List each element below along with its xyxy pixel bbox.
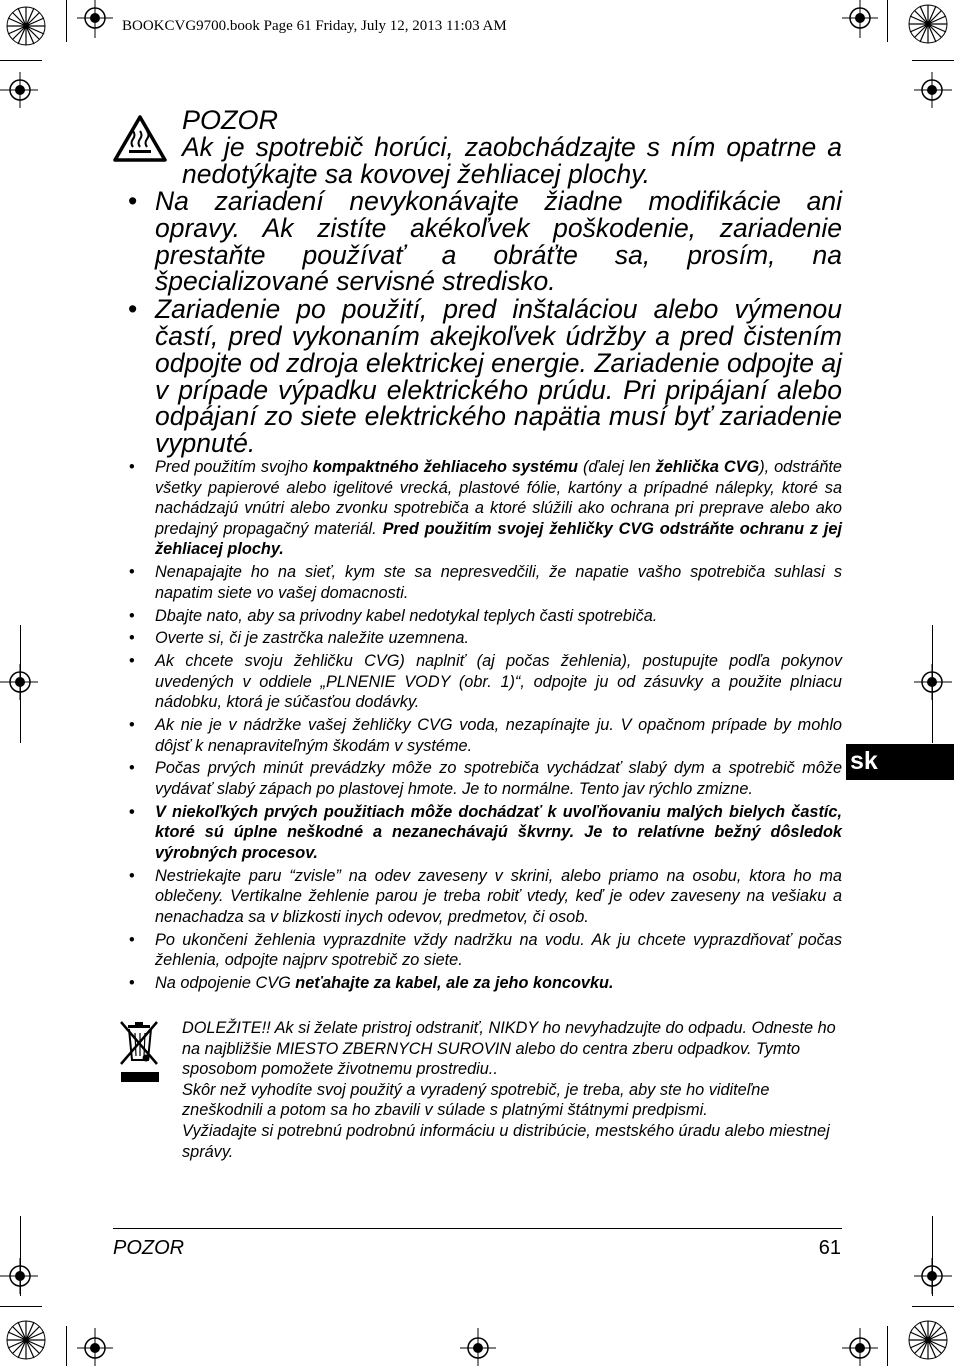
list-item: • Nestriekajte paru “zvisle” na odev zaveseny v skrini, alebo priamo na osobu, ktora ho ma oblečeny. Vertikalne žehlenie parou je treba robiť vtedy, keď je odev zaveseny na vešiaku a nenachadza sa v blizkosti inych odevov, predmetov, či osob. [124, 866, 842, 928]
disposal-paragraph: DOLEŽITE!! Ak si želate pristroj odstraniť, NIKDY ho nevyhadzujte do odpadu. Odneste ho na najbližšie MIESTO ZBERNYCH SUROVIN alebo do centra zberu odpadkov. Tymto sposobom pomožete životnemu prostrediu.. [182, 1019, 836, 1079]
crop-mark [912, 60, 954, 61]
registration-mark-icon [0, 70, 40, 110]
crop-mark [0, 1306, 42, 1307]
list-item: • Ak nie je v nádržke vašej žehličky CVG voda, nezapínajte ju. V opačnom prípade by mohlo dôjsť k nenapraviteľným škodám v systéme. [124, 715, 842, 756]
disposal-paragraph: Vyžiadajte si potrebnú podrobnú informáciu u distribúcie, mestského úradu alebo miestnej správy. [182, 1121, 830, 1161]
list-item: • Po ukončeni žehlenia vyprazdnite vždy nadržku na vodu. Ak ju chcete vyprazdňovať počas žehlenia, odpojte najprv spotrebič zo siete. [124, 930, 842, 971]
list-item: • Pred použitím svojho kompaktného žehliaceho systému (ďalej len žehlička CVG), odstráňte všetky papierové alebo igelitové vrecká, plastové fólie, kartóny a prípadné nálepky, ktoré sa nachádzajú vnútri alebo zvonku spotrebiča a ktoré slúžili ako ochrana pri preprave alebo ako predajný propagačný materiál. Pred použitím svojej žehličky CVG odstráňte ochranu z jej žehliacej plochy. [124, 457, 842, 560]
footer-rule [113, 1228, 842, 1229]
list-item: • Ak chcete svoju žehličku CVG) naplniť (aj počas žehlenia), postupujte podľa pokynov uvedených v oddiele „PLNENIE VODY (obr. 1)“, odpojte ju od zásuvky a použite plniacu nádobku, ktorá je súčasťou dodávky. [124, 651, 842, 713]
warning-title: POZOR [182, 105, 279, 135]
crop-mark [932, 625, 933, 743]
crop-mark [20, 625, 21, 743]
registration-mark-icon [75, 0, 115, 40]
crossed-out-wheelie-bin-icon [117, 1018, 163, 1086]
crop-mark [66, 1326, 67, 1366]
main-safety-list [124, 188, 842, 458]
list-item: • V niekoľkých prvých použitiach môže dochádzať k uvoľňovaniu malých bielych častíc, ktoré sú úplne neškodné a nezanechávajú škvrny. Je to relatívne bežný dôsledok výrobných procesov. [124, 802, 842, 864]
warning-text: Ak je spotrebič horúci, zaobchádzajte s ním opatrne a nedotýkajte sa kovovej žehliacej plochy. [182, 132, 842, 189]
crop-mark [887, 1326, 888, 1366]
registration-mark-icon [75, 1326, 115, 1366]
printer-rosette-mark [6, 6, 46, 46]
crop-mark [20, 1216, 21, 1296]
list-item: • Nenapajajte ho na sieť, kym ste sa nepresvedčili, že napatie vašho spotrebiča suhlasi s napatim siete vo vašej domacnosti. [124, 562, 842, 603]
crop-mark [932, 1216, 933, 1296]
registration-mark-icon [912, 70, 952, 110]
hot-surface-warning-icon [112, 114, 168, 164]
registration-mark-icon [840, 1326, 880, 1366]
language-tab: sk [846, 744, 954, 780]
printer-rosette-mark [6, 1320, 46, 1360]
list-item: • Na zariadení nevykonávajte žiadne modifikácie ani opravy. Ak zistíte akékoľvek poškodenie, zariadenie prestaňte používať a obráťte sa, prosím, na špecializované servisné stredisko. [124, 188, 842, 295]
crop-mark [912, 1306, 954, 1307]
safety-instructions-list [124, 457, 842, 996]
disposal-notice [182, 1018, 842, 1162]
list-item: • Na odpojenie CVG neťahajte za kabel, ale za jeho koncovku. [124, 973, 842, 994]
crop-mark [66, 0, 67, 42]
footer-section-title: POZOR [113, 1237, 185, 1259]
registration-mark-icon [458, 1326, 498, 1366]
list-item: • Počas prvých minút prevádzky môže zo spotrebiča vychádzať slabý dym a spotrebič môže vydávať slabý zápach po plastovej hmote. Je to normálne. Tento jav rýchlo zmizne. [124, 758, 842, 799]
registration-mark-icon [840, 0, 880, 40]
page-number: 61 [818, 1237, 841, 1259]
list-item: • Zariadenie po použití, pred inštaláciou alebo výmenou častí, pred vykonaním akejkoľvek údržby a pred čistením odpojte od zdroja elektrickej energie. Zariadenie odpojte aj v prípade výpadku elektrického prúdu. Pri pripájaní alebo odpájaní zo siete elektrického napätia musí byť zariadenie vypnuté. [124, 296, 842, 457]
printer-rosette-mark [908, 1320, 948, 1360]
book-info-header: BOOKCVG9700.book Page 61 Friday, July 12, 2013 11:03 AM [122, 18, 507, 34]
crop-mark [0, 60, 42, 61]
crop-mark [887, 0, 888, 42]
printer-rosette-mark [908, 4, 948, 44]
list-item: • Dbajte nato, aby sa privodny kabel nedotykal teplych časti spotrebiča. [124, 606, 842, 627]
disposal-paragraph: Skôr než vyhodíte svoj použitý a vyradený spotrebič, je treba, aby ste ho viditeľne zneškodnili a potom sa ho zbavili v súlade s platnými štátnymi predpismi. [182, 1080, 770, 1120]
list-item: • Overte si, či je zastrčka naležite uzemnena. [124, 628, 842, 649]
